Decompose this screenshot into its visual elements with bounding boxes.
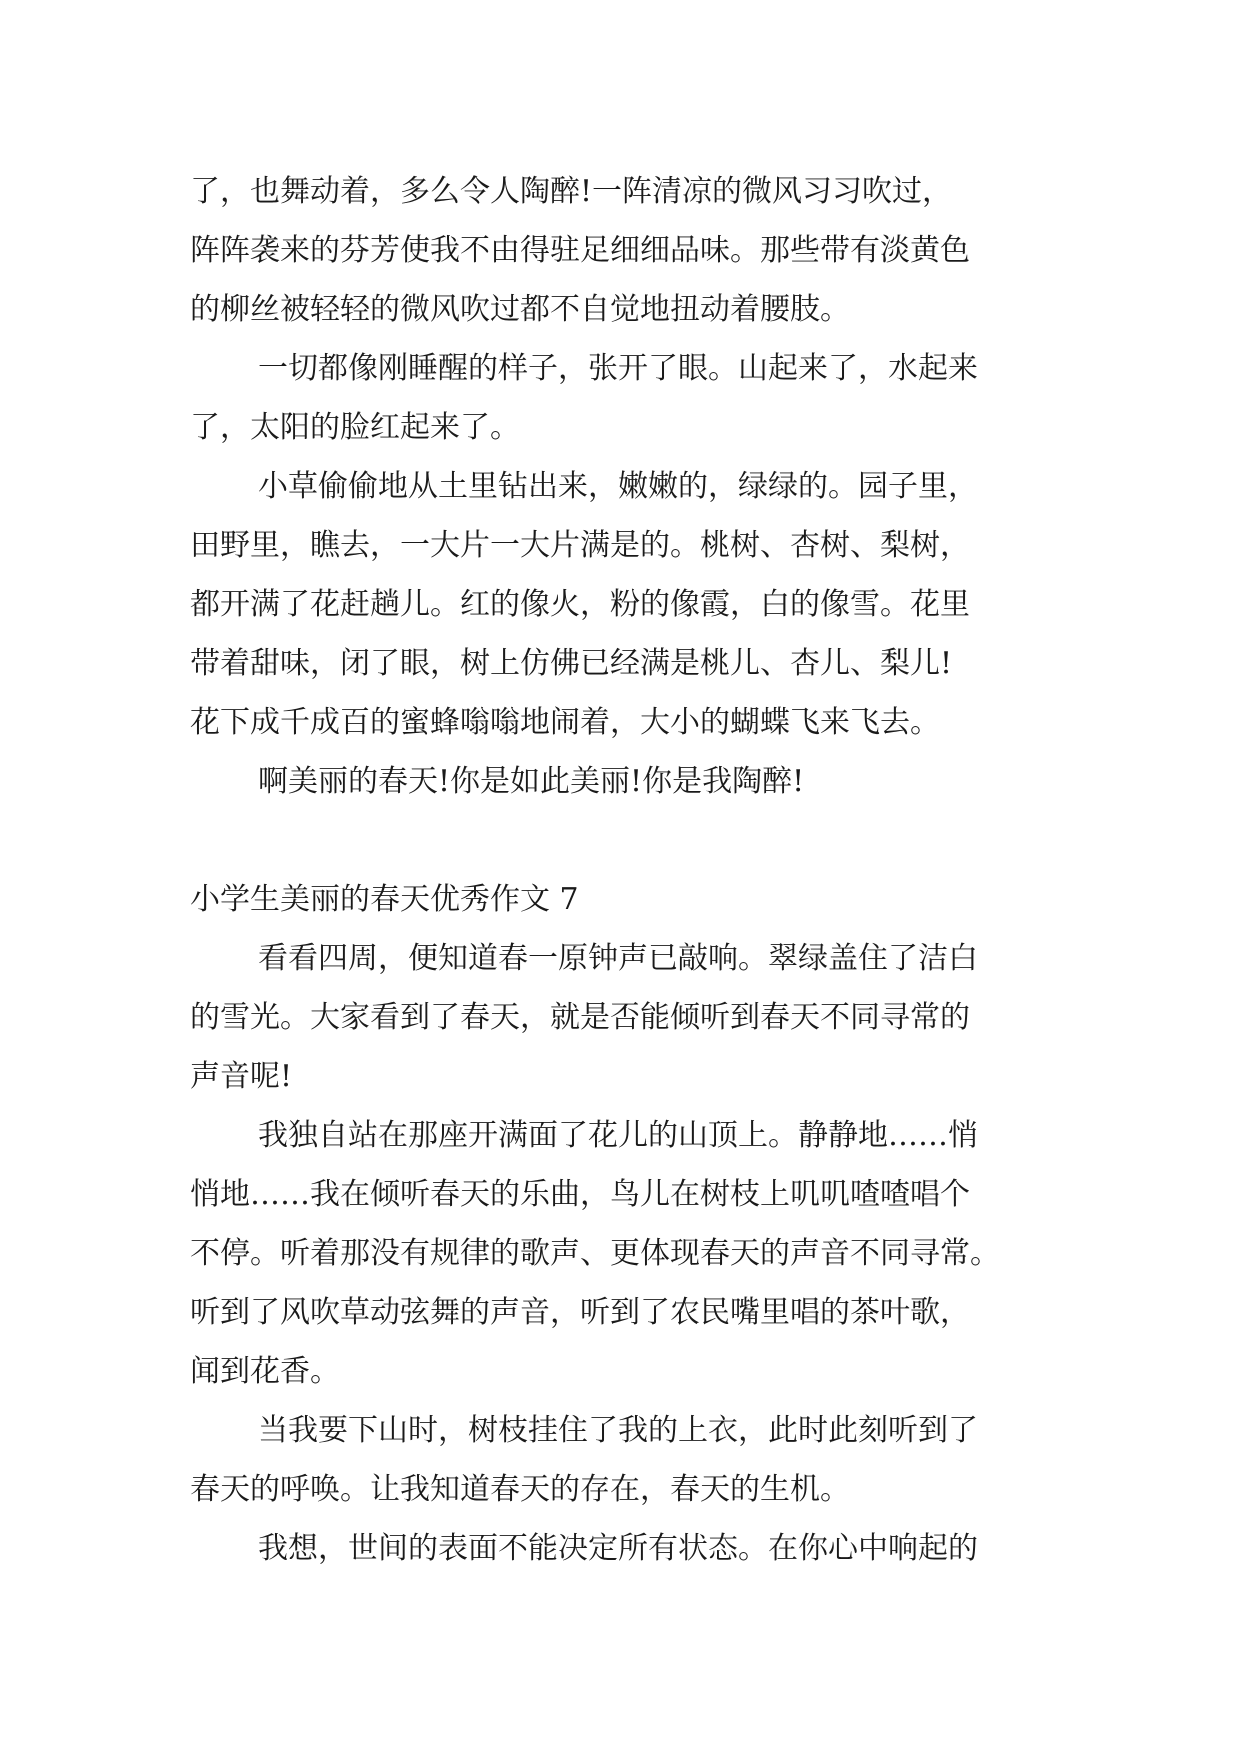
text-line: 的柳丝被轻轻的微风吹过都不自觉地扭动着腰肢。 bbox=[190, 292, 850, 327]
text-line: 春天的呼唤。让我知道春天的存在，春天的生机。 bbox=[190, 1472, 850, 1507]
text-line: 啊美丽的春天!你是如此美丽!你是我陶醉! bbox=[258, 764, 805, 799]
text-line: 当我要下山时，树枝挂住了我的上衣，此时此刻听到了 bbox=[258, 1413, 978, 1448]
text-line: 都开满了花赶趟儿。红的像火，粉的像霞，白的像雪。花里 bbox=[190, 587, 970, 622]
text-line: 声音呢! bbox=[190, 1059, 293, 1094]
text-line: 我独自站在那座开满面了花儿的山顶上。静静地……悄 bbox=[258, 1118, 978, 1153]
document-body bbox=[190, 162, 1060, 1578]
paragraph bbox=[190, 1106, 1060, 1401]
text-line: 我想，世间的表面不能决定所有状态。在你心中响起的 bbox=[258, 1531, 978, 1566]
paragraph bbox=[190, 929, 1060, 1106]
section-heading bbox=[190, 870, 1060, 929]
text-line: 一切都像刚睡醒的样子，张开了眼。山起来了，水起来 bbox=[258, 351, 978, 386]
text-line: 小草偷偷地从土里钻出来，嫩嫩的，绿绿的。园子里， bbox=[258, 469, 978, 504]
text-line: 看看四周，便知道春一原钟声已敲响。翠绿盖住了洁白 bbox=[258, 941, 978, 976]
paragraph bbox=[190, 1401, 1060, 1519]
text-line: 田野里，瞧去，一大片一大片满是的。桃树、杏树、梨树， bbox=[190, 528, 970, 563]
paragraph bbox=[190, 339, 1060, 457]
text-line: 的雪光。大家看到了春天，就是否能倾听到春天不同寻常的 bbox=[190, 1000, 970, 1035]
text-line: 闻到花香。 bbox=[190, 1354, 340, 1389]
paragraph bbox=[190, 1519, 1060, 1578]
paragraph bbox=[190, 752, 1060, 811]
text-line: 了，太阳的脸红起来了。 bbox=[190, 410, 520, 445]
text-line: 不停。听着那没有规律的歌声、更体现春天的声音不同寻常。 bbox=[190, 1236, 1000, 1271]
text-line: 带着甜味，闭了眼，树上仿佛已经满是桃儿、杏儿、梨儿! bbox=[190, 646, 953, 681]
text-line: 花下成千成百的蜜蜂嗡嗡地闹着，大小的蝴蝶飞来飞去。 bbox=[190, 705, 940, 740]
blank-line bbox=[190, 811, 1060, 870]
paragraph bbox=[190, 457, 1060, 752]
heading-text: 小学生美丽的春天优秀作文 7 bbox=[190, 882, 579, 917]
text-line: 悄地……我在倾听春天的乐曲，鸟儿在树枝上叽叽喳喳唱个 bbox=[190, 1177, 970, 1212]
text-line: 阵阵袭来的芬芳使我不由得驻足细细品味。那些带有淡黄色 bbox=[190, 233, 970, 268]
text-line: 了，也舞动着，多么令人陶醉!一阵清凉的微风习习吹过， bbox=[190, 174, 953, 209]
paragraph bbox=[190, 162, 1060, 339]
text-line: 听到了风吹草动弦舞的声音，听到了农民嘴里唱的茶叶歌， bbox=[190, 1295, 970, 1330]
